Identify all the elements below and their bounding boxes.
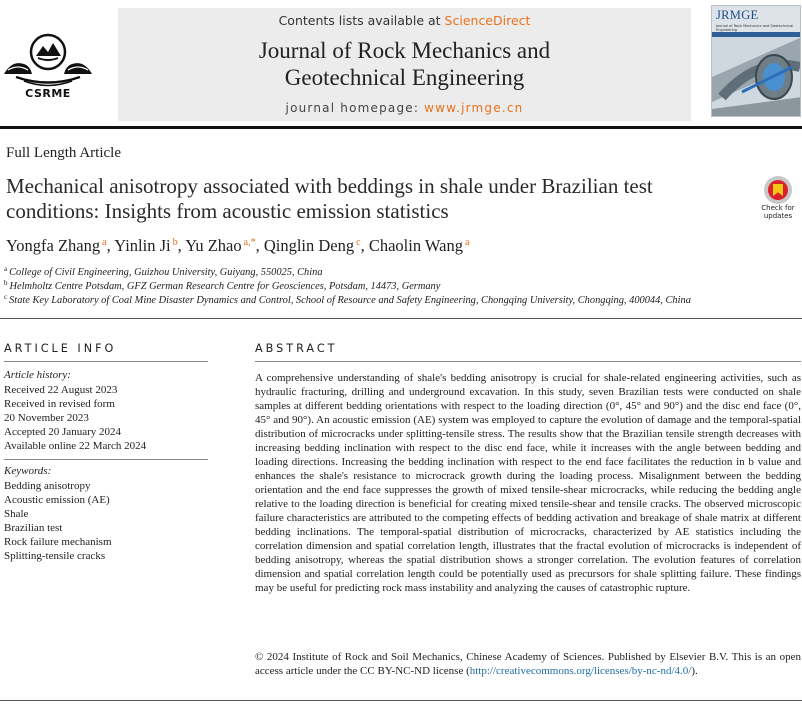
history-item: Received in revised form (4, 398, 115, 410)
cover-tunnel-image (712, 37, 801, 117)
society-logo-text: CSRME (25, 87, 71, 100)
affiliation-list (4, 266, 691, 308)
journal-header (118, 8, 691, 121)
journal-title-line2: Geotechnical Engineering (284, 65, 525, 90)
history-item: Accepted 20 January 2024 (4, 426, 121, 438)
copyright-notice: © 2024 Institute of Rock and Soil Mechanics, Chinese Academy of Sciences. Published by Elsevier B.V. This is an open access article under the CC BY-NC-ND license (http://creativecommons.org/licenses/by-nc-nd/4.0/). (255, 651, 801, 677)
contents-prefix: Contents lists available at (278, 13, 445, 28)
contents-line (118, 13, 691, 28)
journal-cover-thumbnail[interactable] (711, 5, 801, 117)
abstract-heading: ABSTRACT (255, 342, 338, 355)
article-history-label: Article history: (4, 369, 71, 381)
homepage-prefix: journal homepage: (285, 101, 425, 115)
license-link[interactable]: http://creativecommons.org/licenses/by-nc-nd/4.0/ (469, 665, 692, 677)
affiliation: $^c$ State Key Laboratory of Coal Mine Disaster Dynamics and Control, School of Resource and Safety Engineering, Chongqing University, Chongqing, 400044, China (4, 292, 691, 306)
homepage-line (118, 101, 691, 115)
journal-title (118, 37, 691, 91)
society-emblem-icon (2, 30, 94, 90)
article-type: Full Length Article (6, 145, 121, 161)
author[interactable]: Yinlin Ji $^b$ (114, 236, 178, 255)
abstract-text: A comprehensive understanding of shale's bedding anisotropy is crucial for shale-related engineering activities, such as hydraulic fracturing, drilling and underground excavation. In this study, seven Brazilian tests were conducted on shale samples at different bedding orientations with respect to the loading direction (0°, 45° and 90°) and the disc end face (0°, 45° and 90°). An acoustic emission (AE) system was employed to capture the evolution of damage and the temporal-spatial distribution of microcracks under splitting-tensile stress. The results show that the Brazilian tensile strength decreases with increasing bedding inclination with respect to the disc end face, while it increases with the angle between bedding and loading directions. Increasing the bedding inclination with respect to the end face facilitates the reduction in b value and enhances the shale's resistance to microcrack growth during the loading process. Misalignment between the bedding orientation and the end face suppresses the growth of mixed tensile-shear microcracks, while reducing the bedding angle relative to the loading direction is beneficial for creating mixed tensile-shear and tensile cracks. The observed microscopic failure characteristics are attributed to the competing effects of bedding activation and breakage of shale matrix at different bedding inclinations. The temporal-spatial distribution of microcracks, characterized by AE statistics including the correlation dimension and spatial correlation length, illustrates that the fractal evolution of microcracks is independent of bedding anisotropy, whereas the spatial distribution shows a stronger correlation. The evolution features of correlation dimension and spatial correlation length could be potentially used as precursors for shale splitting failure. These findings may be useful for predicting rock mass instability and analyzing the causes of catastrophic rupture. (255, 372, 801, 594)
keyword: Brazilian test (4, 522, 63, 534)
keyword: Shale (4, 508, 29, 520)
section-divider (0, 318, 802, 319)
bottom-divider (0, 700, 802, 701)
keyword: Splitting-tensile cracks (4, 550, 106, 562)
affiliation: $^b$ Helmholtz Centre Potsdam, GFZ German Research Centre for Geosciences, Potsdam, 14473, Germany (4, 278, 441, 292)
article-history-list (4, 383, 146, 453)
keywords-label: Keywords: (4, 465, 52, 477)
keywords-rule (4, 459, 208, 460)
author-list: Yongfa Zhang $^a$, Yinlin Ji $^b$, Yu Zhao $^{a,*}$, Qinglin Deng $^c$, Chaolin Wang $^a$ (6, 236, 470, 255)
check-for-updates-button[interactable] (755, 176, 801, 222)
homepage-link[interactable]: www.jrmge.cn (424, 101, 524, 115)
article-info-rule (4, 361, 208, 362)
check-for-updates-label: Check for updates (761, 204, 795, 220)
author[interactable]: Yongfa Zhang $^a$ (6, 236, 107, 255)
author[interactable]: Chaolin Wang $^a$ (368, 236, 470, 255)
affiliation: $^a$ College of Civil Engineering, Guizhou University, Guiyang, 550025, China (4, 264, 323, 278)
article-info-heading: ARTICLE INFO (4, 342, 117, 355)
journal-title-line1: Journal of Rock Mechanics and (258, 38, 551, 63)
keyword: Bedding anisotropy (4, 480, 91, 492)
cover-subtitle: Journal of Rock Mechanics and Geotechnical Engineering (716, 24, 794, 32)
abstract-rule (255, 361, 801, 362)
crossmark-icon (764, 176, 792, 204)
history-item: 20 November 2023 (4, 412, 89, 424)
society-logo[interactable] (2, 30, 94, 98)
author[interactable]: Yu Zhao $^{a,*}$ (185, 236, 256, 255)
author[interactable]: Qinglin Deng $^c$ (263, 236, 361, 255)
keywords-list (4, 479, 112, 563)
keyword: Rock failure mechanism (4, 536, 112, 548)
header-divider (0, 126, 802, 129)
history-item: Received 22 August 2023 (4, 384, 118, 396)
cover-title: JRMGE (716, 8, 759, 22)
keyword: Acoustic emission (AE) (4, 494, 110, 506)
sciencedirect-link[interactable]: ScienceDirect (444, 13, 531, 28)
history-item: Available online 22 March 2024 (4, 440, 147, 452)
article-title: Mechanical anisotropy associated with beddings in shale under Brazilian test conditions: Insights from acoustic emission statistics (6, 174, 653, 223)
